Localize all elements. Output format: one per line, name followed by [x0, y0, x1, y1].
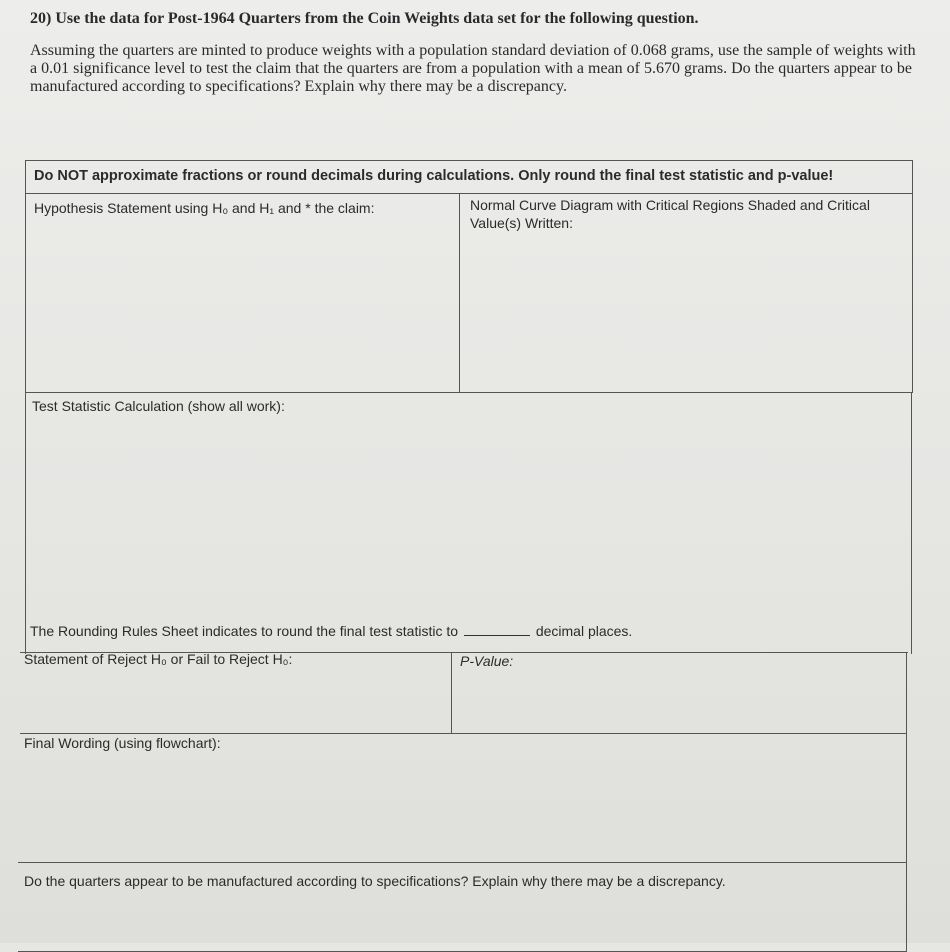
rounding-rule-text [30, 621, 632, 640]
test-statistic-cell[interactable] [25, 392, 912, 654]
discrepancy-cell[interactable] [18, 862, 907, 952]
hypothesis-cell[interactable] [25, 193, 460, 393]
normal-curve-cell[interactable] [459, 193, 913, 393]
instruction-text: Do NOT approximate fractions or round decimals during calculations. Only round the final test statistic and p-value! [34, 168, 834, 184]
normal-curve-label: Normal Curve Diagram with Critical Regions Shaded and Critical Value(s) Written: [470, 197, 870, 231]
question-body: Assuming the quarters are minted to produce weights with a population standard deviation of 0.068 grams, use the sample of weights with a 0.01 significance level to test the claim that the quarters are from a population with a mean of 5.670 grams. Do the quarters appear to be manufactured according to specifications? Explain why there may be a discrepancy. [30, 42, 916, 95]
pvalue-cell[interactable] [451, 652, 907, 734]
decimal-places-blank[interactable] [464, 621, 530, 636]
question-title: 20) Use the data for Post-1964 Quarters from the Coin Weights data set for the following question. [30, 10, 699, 27]
hypothesis-label: Hypothesis Statement using H₀ and H₁ and * the claim: [34, 200, 375, 216]
instruction-row [25, 160, 913, 194]
final-wording-cell[interactable] [20, 733, 907, 863]
pvalue-label: P-Value: [460, 653, 514, 669]
question-block [30, 10, 920, 96]
test-statistic-label: Test Statistic Calculation (show all work): [32, 398, 285, 414]
final-wording-label: Final Wording (using flowchart): [24, 735, 221, 751]
discrepancy-label: Do the quarters appear to be manufactured according to specifications? Explain why there may be a discrepancy. [24, 873, 726, 889]
rounding-prefix: The Rounding Rules Sheet indicates to round the final test statistic to [30, 623, 459, 639]
reject-label: Statement of Reject H₀ or Fail to Reject H₀: [24, 651, 293, 667]
reject-cell[interactable] [20, 652, 452, 734]
rounding-suffix: decimal places. [535, 623, 633, 639]
